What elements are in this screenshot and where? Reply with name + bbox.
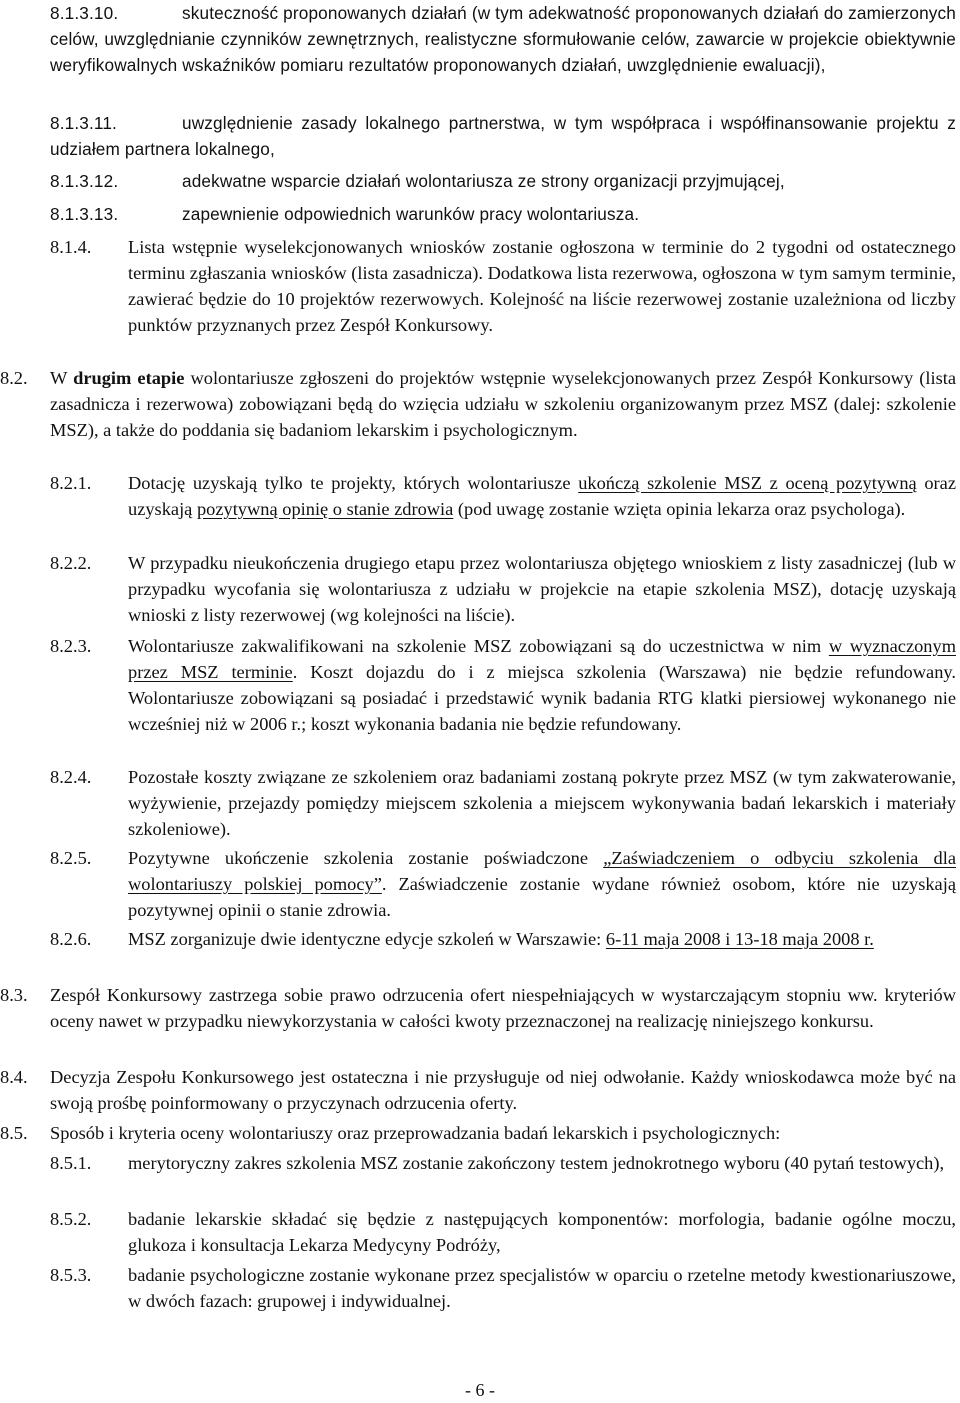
paragraph-8-2-2 [50,550,956,628]
item-text: W przypadku nieukończenia drugiego etapu przez wolontariusza objętego wnioskiem z listy zasadniczej (lub w przypadku wycofania się wolontariusza z udziału w projekcie na etapie szkolenia MSZ), dotację uzyskają wnioski z listy rezerwowej (wg kolejności na liście). [128,553,956,625]
section-text: Zespół Konkursowy zastrzega sobie prawo odrzucenia ofert niespełniających w wystarczającym stopniu ww. kryteriów oceny nawet w przypadku niewykorzystania w całości kwoty przeznaczonej na realizację niniejszego konkursu. [50,985,956,1031]
item-number: 8.5.2. [50,1209,92,1229]
section-8-2 [0,365,956,443]
item-number: 8.1.3.13. [50,204,119,224]
section-8-3 [0,982,956,1034]
item-text: badanie lekarskie składać się będzie z następujących komponentów: morfologia, badanie ogólne moczu, glukoza i konsultacja Lekarza Medycyny Podróży, [128,1209,956,1255]
item-text: zapewnienie odpowiednich warunków pracy wolontariusza. [182,204,640,224]
section-number: 8.2. [0,368,28,388]
item-text: Wolontariusze zakwalifikowani na szkolenie MSZ zobowiązani są do uczestnictwa w nim w wyznaczonym przez MSZ terminie. Koszt dojazdu do i z miejsca szkolenia (Warszawa) nie będzie refundowany. Wolontariusze zobowiązani są posiadać i przedstawić wynik badania RTG klatki piersiowej wykonanego nie wcześniej niż w 2006 r.; koszt wykonania badania nie będzie refundowany. [128,636,956,734]
section-number: 8.5. [0,1123,28,1143]
paragraph-8-2-4 [50,764,956,842]
item-text: merytoryczny zakres szkolenia MSZ zostanie zakończony testem jednokrotnego wyboru (40 pytań testowych), [128,1153,945,1173]
item-number: 8.1.4. [50,237,92,257]
criterion-8-1-3-12 [50,168,956,194]
item-number: 8.2.5. [50,848,92,868]
item-number: 8.2.3. [50,636,92,656]
item-number: 8.1.3.12. [50,171,119,191]
item-text: uwzględnienie zasady lokalnego partnerstwa, w tym współpraca i współfinansowanie projektu z udziałem partnera lokalnego, [50,113,956,159]
certificate-name: „Zaświadczeniem o odbyciu szkolenia dla wolontariuszy polskiej pomocy” [128,848,956,894]
paragraph-8-2-6 [50,926,956,952]
item-text: adekwatne wsparcie działań wolontariusza ze strony organizacji przyjmującej, [182,171,785,191]
paragraph-8-1-4 [50,234,956,338]
training-dates: 6-11 maja 2008 i 13-18 maja 2008 r. [605,929,874,949]
item-number: 8.1.3.11. [50,113,117,133]
item-text: badanie psychologiczne zostanie wykonane przez specjalistów w oparciu o rzetelne metody kwestionariuszowe, w dwóch fazach: grupowej i indywidualnej. [128,1265,956,1311]
paragraph-8-2-1 [50,470,956,522]
section-text: Sposób i kryteria oceny wolontariuszy oraz przeprowadzania badań lekarskich i psychologicznych: [50,1123,781,1143]
page-number: - 6 - [465,1380,495,1400]
section-text: W drugim etapie wolontariusze zgłoszeni do projektów wstępnie wyselekcjonowanych przez Zespół Konkursowy (lista zasadnicza i rezerwowa) zobowiązani będą do wzięcia udziału w szkoleniu organizowanym przez MSZ (dalej: szkolenie MSZ), a także do poddania się badaniom lekarskim i psychologicznym. [50,368,957,440]
section-text: Decyzja Zespołu Konkursowego jest ostateczna i nie przysługuje od niej odwołanie. Każdy wnioskodawca może być na swoją prośbę poinformowany o przyczynach odrzucenia oferty. [50,1067,956,1113]
criterion-8-1-3-11 [50,110,956,162]
section-number: 8.4. [0,1067,28,1087]
emphasis: drugim etapie [73,368,185,388]
item-text: skuteczność proponowanych działań (w tym adekwatność proponowanych działań do zamierzonych celów, uwzględnianie czynników zewnętrznych, realistyczne sformułowanie celów, zawarcie w projekcie obiektywnie weryfikowalnych wskaźników pomiaru rezultatów proponowanych działań, uwzględnienie ewaluacji), [50,3,956,75]
criterion-8-1-3-13 [50,201,956,227]
item-number: 8.5.3. [50,1265,92,1285]
criterion-8-1-3-10 [50,0,956,78]
paragraph-8-2-5 [50,845,956,923]
item-text: MSZ zorganizuje dwie identyczne edycje szkoleń w Warszawie: 6-11 maja 2008 i 13-18 maja 2008 r. [128,929,874,949]
item-number: 8.2.1. [50,473,92,493]
section-8-5 [0,1120,956,1146]
paragraph-8-5-1 [50,1150,956,1176]
item-number: 8.2.6. [50,929,92,949]
section-number: 8.3. [0,985,28,1005]
item-text: Lista wstępnie wyselekcjonowanych wniosków zostanie ogłoszona w terminie do 2 tygodni od ostatecznego terminu zgłaszania wniosków (lista zasadnicza). Dodatkowa lista rezerwowa, ogłoszona w tym samym terminie, zawierać będzie do 10 projektów rezerwowych. Kolejność na liście rezerwowej zostanie uzależniona od liczby punktów przyznanych przez Zespół Konkursowy. [128,237,956,335]
item-number: 8.5.1. [50,1153,92,1173]
item-text: Pozostałe koszty związane ze szkoleniem oraz badaniami zostaną pokryte przez MSZ (w tym zakwaterowanie, wyżywienie, przejazdy pomiędzy miejscem szkolenia a miejscem wykonywania badań lekarskich i materiały szkoleniowe). [128,767,956,839]
paragraph-8-2-3 [50,633,956,737]
item-text: Pozytywne ukończenie szkolenia zostanie poświadczone „Zaświadczeniem o odbyciu szkolenia dla wolontariuszy polskiej pomocy”. Zaświadczenie zostanie wydane również osobom, które nie uzyskają pozytywnej opinii o stanie zdrowia. [128,848,956,920]
item-number: 8.1.3.10. [50,3,119,23]
paragraph-8-5-3 [50,1262,956,1314]
section-8-4 [0,1064,956,1116]
item-number: 8.2.2. [50,553,92,573]
item-text: Dotację uzyskają tylko te projekty, których wolontariusze ukończą szkolenie MSZ z oceną pozytywną oraz uzyskają pozytywną opinię o stanie zdrowia (pod uwagę zostanie wzięta opinia lekarza oraz psychologa). [128,473,956,519]
item-number: 8.2.4. [50,767,92,787]
paragraph-8-5-2 [50,1206,956,1258]
